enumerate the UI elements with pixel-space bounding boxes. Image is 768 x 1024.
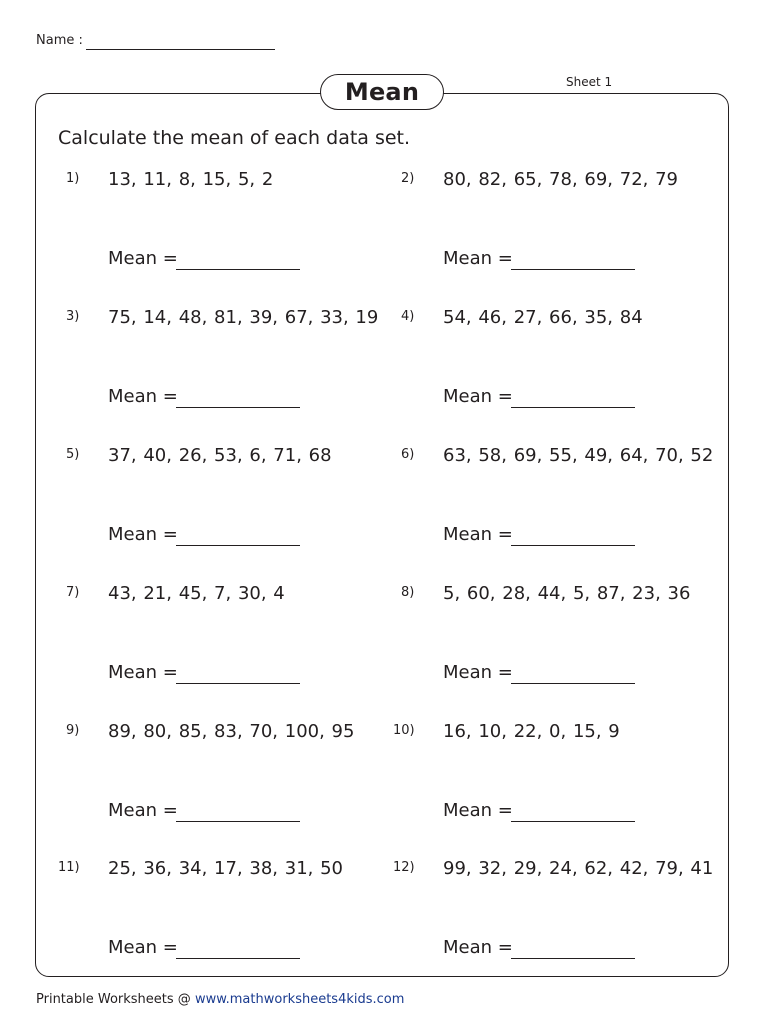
problem-2 bbox=[401, 169, 731, 289]
footer-site-link[interactable]: www.mathworksheets4kids.com bbox=[194, 992, 405, 1007]
problem-number: 9) bbox=[66, 723, 80, 738]
answer-blank[interactable] bbox=[511, 958, 635, 959]
problem-1 bbox=[66, 169, 396, 289]
answer-blank[interactable] bbox=[511, 821, 635, 822]
answer-blank[interactable] bbox=[511, 545, 635, 546]
problem-9 bbox=[66, 721, 396, 841]
problem-number: 12) bbox=[393, 860, 415, 875]
problem-number: 5) bbox=[66, 447, 80, 462]
footer-prefix: Printable Worksheets @ bbox=[36, 992, 195, 1007]
answer-blank[interactable] bbox=[176, 821, 300, 822]
mean-label: Mean = bbox=[443, 248, 513, 269]
name-blank-line bbox=[86, 49, 275, 50]
answer-blank[interactable] bbox=[511, 269, 635, 270]
problem-7 bbox=[66, 583, 396, 703]
mean-label: Mean = bbox=[108, 524, 178, 545]
worksheet-title: Mean bbox=[320, 74, 444, 110]
answer-blank[interactable] bbox=[176, 683, 300, 684]
mean-label: Mean = bbox=[443, 937, 513, 958]
mean-label: Mean = bbox=[443, 662, 513, 683]
problem-6 bbox=[401, 445, 731, 565]
data-set: 37, 40, 26, 53, 6, 71, 68 bbox=[108, 445, 332, 466]
data-set: 54, 46, 27, 66, 35, 84 bbox=[443, 307, 643, 328]
answer-blank[interactable] bbox=[511, 407, 635, 408]
problem-number: 6) bbox=[401, 447, 415, 462]
problem-8 bbox=[401, 583, 731, 703]
data-set: 75, 14, 48, 81, 39, 67, 33, 19 bbox=[108, 307, 379, 328]
mean-label: Mean = bbox=[108, 800, 178, 821]
mean-label: Mean = bbox=[443, 386, 513, 407]
answer-blank[interactable] bbox=[511, 683, 635, 684]
mean-label: Mean = bbox=[108, 662, 178, 683]
sheet-label: Sheet 1 bbox=[566, 75, 613, 89]
problem-number: 3) bbox=[66, 309, 80, 324]
footer bbox=[36, 992, 404, 1007]
problem-11 bbox=[58, 858, 388, 978]
answer-blank[interactable] bbox=[176, 545, 300, 546]
data-set: 16, 10, 22, 0, 15, 9 bbox=[443, 721, 620, 742]
answer-blank[interactable] bbox=[176, 269, 300, 270]
problem-4 bbox=[401, 307, 731, 427]
problem-number: 1) bbox=[66, 171, 80, 186]
mean-label: Mean = bbox=[108, 937, 178, 958]
problem-number: 4) bbox=[401, 309, 415, 324]
instructions: Calculate the mean of each data set. bbox=[58, 127, 411, 149]
problem-3 bbox=[66, 307, 396, 427]
data-set: 13, 11, 8, 15, 5, 2 bbox=[108, 169, 274, 190]
data-set: 63, 58, 69, 55, 49, 64, 70, 52 bbox=[443, 445, 714, 466]
problem-12 bbox=[393, 858, 723, 978]
data-set: 99, 32, 29, 24, 62, 42, 79, 41 bbox=[443, 858, 714, 879]
problem-5 bbox=[66, 445, 396, 565]
mean-label: Mean = bbox=[443, 800, 513, 821]
answer-blank[interactable] bbox=[176, 407, 300, 408]
mean-label: Mean = bbox=[108, 386, 178, 407]
problem-number: 7) bbox=[66, 585, 80, 600]
problem-10 bbox=[393, 721, 723, 841]
problem-number: 10) bbox=[393, 723, 415, 738]
mean-label: Mean = bbox=[108, 248, 178, 269]
data-set: 89, 80, 85, 83, 70, 100, 95 bbox=[108, 721, 355, 742]
data-set: 25, 36, 34, 17, 38, 31, 50 bbox=[108, 858, 343, 879]
mean-label: Mean = bbox=[443, 524, 513, 545]
problem-number: 2) bbox=[401, 171, 415, 186]
data-set: 80, 82, 65, 78, 69, 72, 79 bbox=[443, 169, 678, 190]
problem-number: 8) bbox=[401, 585, 415, 600]
data-set: 5, 60, 28, 44, 5, 87, 23, 36 bbox=[443, 583, 691, 604]
problem-number: 11) bbox=[58, 860, 80, 875]
data-set: 43, 21, 45, 7, 30, 4 bbox=[108, 583, 285, 604]
answer-blank[interactable] bbox=[176, 958, 300, 959]
name-label: Name : bbox=[36, 33, 83, 48]
